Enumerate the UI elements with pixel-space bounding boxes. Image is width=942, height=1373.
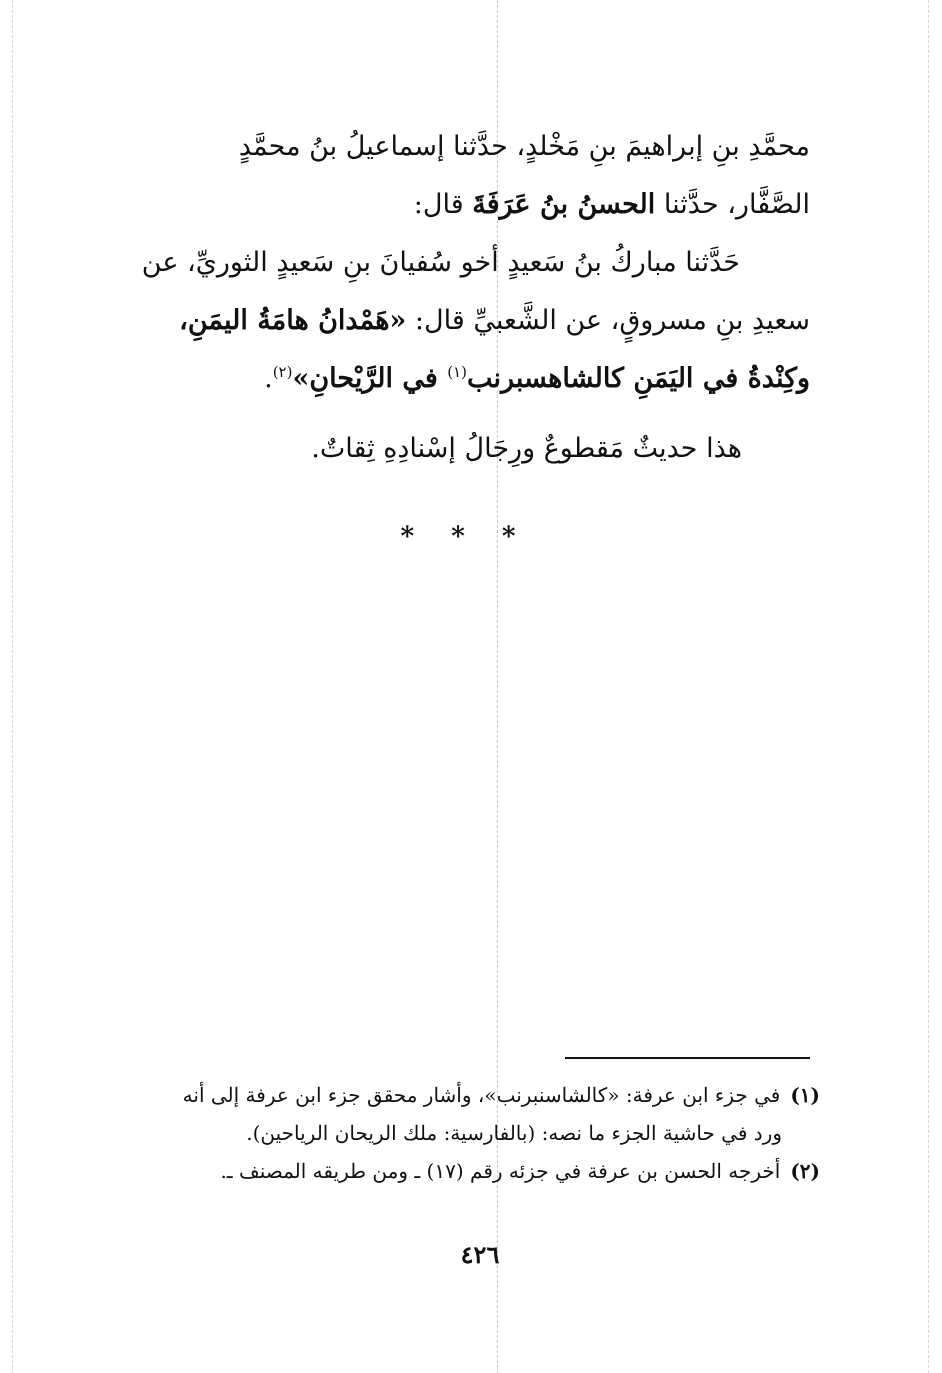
narrator-name-bold: الحسنُ بنُ عَرَفَةَ <box>472 189 656 220</box>
scan-guide-left <box>12 0 13 1373</box>
isnad-line-1: محمَّدِ بنِ إبراهيمَ بنِ مَخْلدٍ، حدَّثنا إسماعيلُ بنُ محمَّدٍ <box>238 131 810 162</box>
footnotes-section <box>115 1076 820 1190</box>
hadith-line-1: حَدَّثنا مباركُ بنُ سَعيدٍ أخو سُفيانَ بنِ سَعيدٍ الثوريِّ، عن <box>141 247 740 278</box>
paragraph-hadith <box>110 234 810 408</box>
footnote-2 <box>115 1152 820 1190</box>
isnad-line-2-end: قال: <box>413 189 473 220</box>
matn-quote-end: في الرَّيْحانِ» <box>292 363 448 394</box>
footnote-divider <box>565 1057 810 1059</box>
footnote-2-text: أخرجه الحسن بن عرفة في جزئه رقم (١٧) ـ ومن طريقه المصنف ـ. <box>220 1159 781 1183</box>
hadith-line-2-start: سعيدِ بنِ مسروقٍ، عن الشَّعبيِّ قال: <box>406 305 810 336</box>
footnote-1 <box>115 1076 820 1114</box>
footnote-marker-2[interactable]: (٢) <box>272 363 293 381</box>
paragraph-grading: هذا حديثٌ مَقطوعٌ ورِجَالُ إسْنادِهِ ثِقاتٌ. <box>311 433 742 464</box>
footnote-1-text: في جزء ابن عرفة: «كالشاسنبرنب»، وأشار محقق جزء ابن عرفة إلى أنه <box>182 1083 781 1107</box>
scan-guide-right <box>928 0 929 1373</box>
section-separator: * * * <box>400 522 530 552</box>
hadith-line-2 <box>110 292 810 350</box>
hadith-line-3 <box>110 350 810 408</box>
paragraph-isnad <box>110 118 810 234</box>
isnad-line-2 <box>414 189 810 220</box>
footnote-marker-1[interactable]: (١) <box>447 363 467 381</box>
isnad-line-2-start: الصَّفَّار، حدَّثنا <box>655 189 810 220</box>
footnote-2-number: (٢) <box>790 1159 820 1183</box>
footnote-1-continuation: ورد في حاشية الجزء ما نصه: (بالفارسية: ملك الريحان الرياحين). <box>246 1121 782 1145</box>
hadith-line-3-end: . <box>264 363 273 394</box>
page-number: ٤٢٦ <box>460 1240 500 1269</box>
matn-quote-start: «هَمْدانُ هامَةُ اليمَنِ، <box>179 305 407 336</box>
matn-quote-middle: وكِنْدةُ في اليَمَنِ كالشاهسبرنب <box>466 363 810 394</box>
footnote-1-number: (١) <box>790 1083 820 1107</box>
